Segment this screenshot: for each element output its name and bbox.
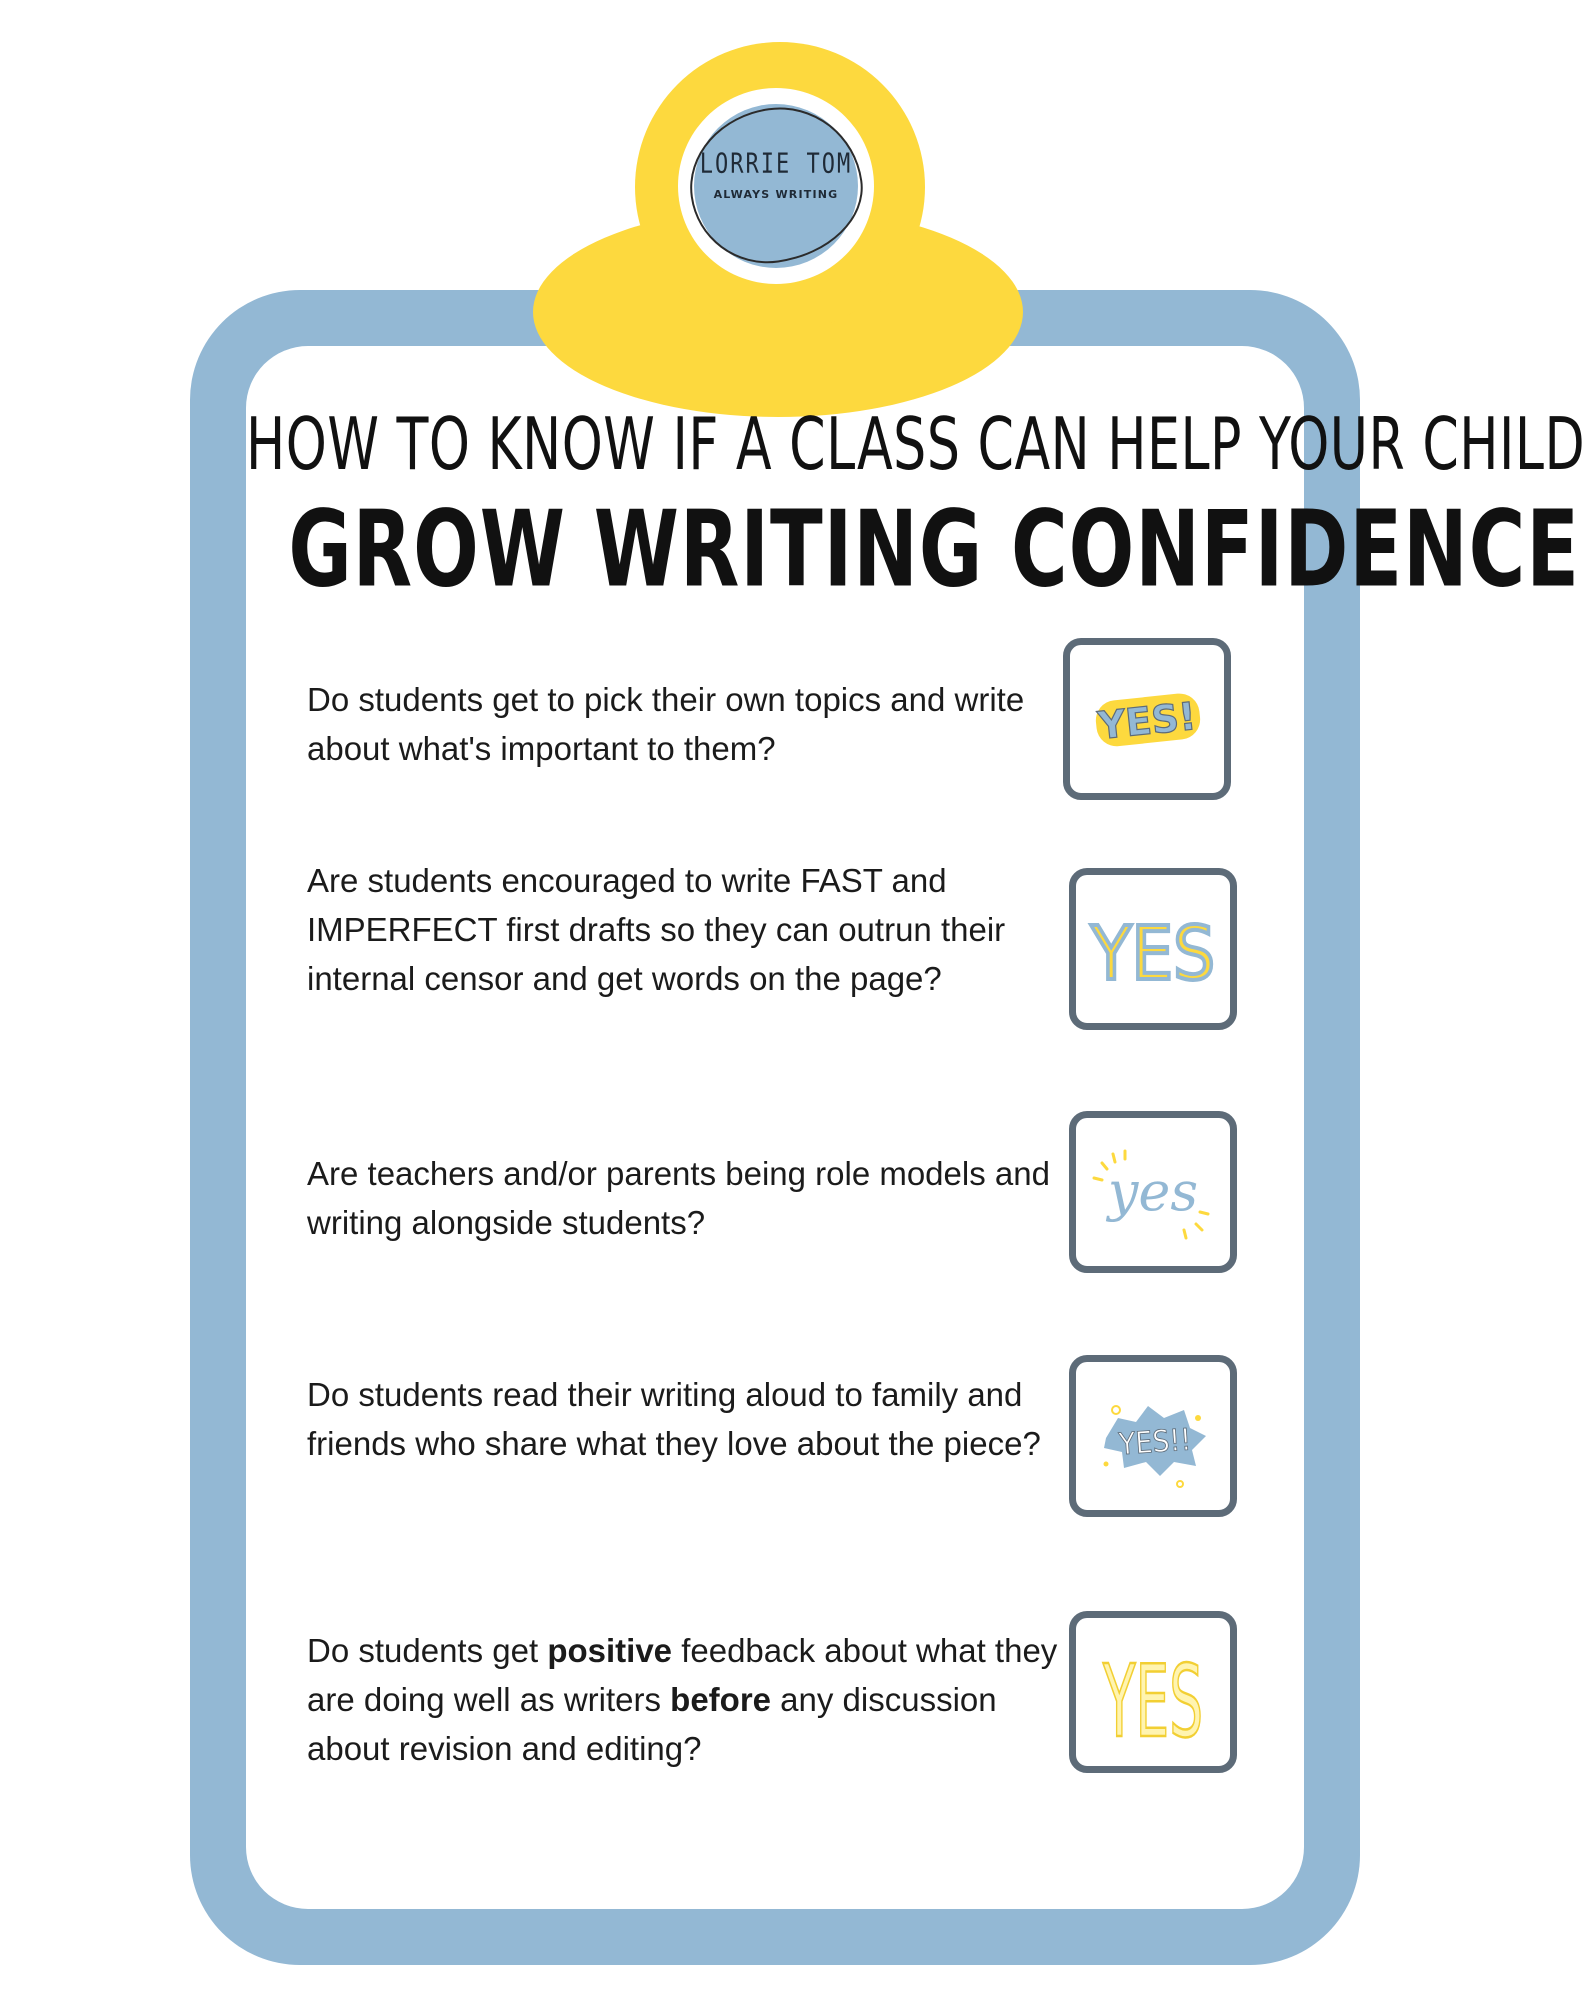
yes-sticker-label: YES! bbox=[1095, 693, 1199, 749]
question-text-part: feedback about what they are doing well as writers bbox=[307, 1632, 1058, 1718]
question-text-emphasis: before bbox=[670, 1681, 772, 1718]
question-text-part: any discussion about revision and editing? bbox=[307, 1681, 997, 1767]
yes-sticker-box bbox=[1069, 1355, 1237, 1517]
yes-sticker-box bbox=[1069, 1611, 1237, 1773]
yes-sticker-box bbox=[1069, 1111, 1237, 1273]
logo-name: LORRIE TOM bbox=[699, 148, 853, 181]
question-text-emphasis: positive bbox=[547, 1632, 673, 1669]
yes-sticker-box bbox=[1069, 868, 1237, 1030]
question-text: Do students get to pick their own topics and write about what's important to them? bbox=[307, 681, 1025, 767]
question-text-part: Do students get bbox=[307, 1632, 548, 1669]
yes-sticker-label: YES bbox=[1090, 911, 1215, 997]
question-text: Do students read their writing aloud to family and friends who share what they love about the piece? bbox=[307, 1376, 1041, 1462]
page-title-line2: GROW WRITING CONFIDENCE bbox=[288, 487, 1581, 611]
yes-sticker-label: YES!! bbox=[1117, 1422, 1193, 1463]
question-text: Are students encouraged to write FAST and IMPERFECT first drafts so they can outrun their internal censor and get words on the page? bbox=[307, 862, 1006, 997]
yes-sticker-icon bbox=[1076, 1618, 1230, 1766]
logo-tagline: ALWAYS WRITING bbox=[713, 188, 839, 201]
yes-sticker-icon bbox=[1076, 1118, 1230, 1266]
question-text: Are teachers and/or parents being role models and writing alongside students? bbox=[307, 1155, 1050, 1241]
page-title-line1: HOW TO KNOW IF A CLASS CAN HELP YOUR CHILD bbox=[246, 401, 1585, 487]
yes-sticker-label: yes bbox=[1107, 1160, 1199, 1223]
yes-sticker-box bbox=[1063, 638, 1231, 800]
yes-sticker-icon bbox=[1070, 645, 1224, 793]
yes-sticker-icon bbox=[1076, 1362, 1230, 1510]
question-text-rich bbox=[307, 1626, 1067, 1773]
yes-sticker-icon bbox=[1076, 875, 1230, 1023]
yes-sticker-label: YES bbox=[1102, 1643, 1203, 1760]
